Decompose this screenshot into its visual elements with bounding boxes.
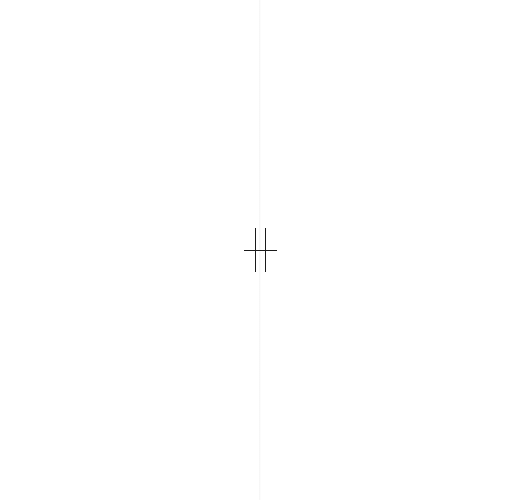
right-page xyxy=(260,0,520,500)
crop-mark xyxy=(244,250,277,251)
